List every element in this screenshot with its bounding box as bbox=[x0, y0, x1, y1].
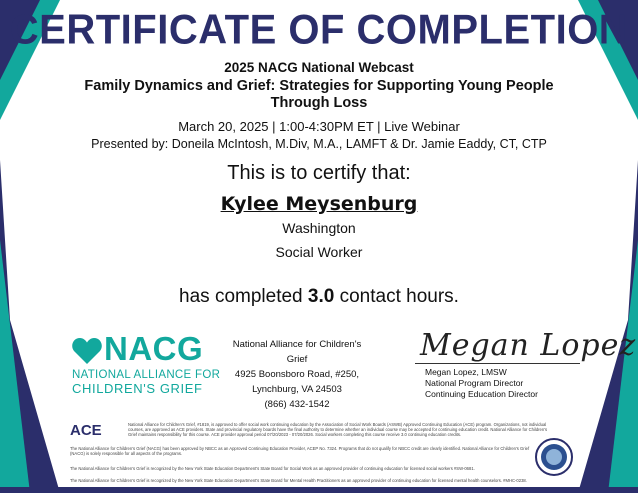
ace-approval-text: National Alliance for Children's Grief, #1819, is approved to offer social work continuing education by the Association of Social Work Boards (ASWB) Approved Continuing Education (ACE) program. Organizations, not individual courses, are approved as ACE providers. State and provincial regulatory boards have the final authority to determine whether an individual course may be accepted for continuing education credit. National Alliance for Children's Grief maintains responsibility for this course. ACE provider approval period 07/20/2023 - 07/20/2026. Social workers completing this course receive 3.0 continuing education credits. bbox=[128, 422, 548, 438]
completion-suffix: contact hours. bbox=[334, 286, 459, 307]
certificate-title: CERTIFICATE OF COMPLETION bbox=[9, 6, 629, 54]
logo-line-1: NATIONAL ALLIANCE FOR bbox=[72, 369, 221, 381]
signer-title-1: National Program Director bbox=[425, 378, 524, 388]
signature-script: Megan Lopez bbox=[420, 328, 637, 363]
course-title: Family Dynamics and Grief: Strategies for Supporting Young People Through Loss bbox=[84, 78, 554, 111]
ace-logo bbox=[70, 422, 102, 440]
recipient-name: Kylee Meysenburg bbox=[220, 193, 418, 215]
completion-prefix: has completed bbox=[179, 286, 308, 307]
signature-line bbox=[415, 363, 580, 364]
webcast-name: 2025 NACG National Webcast bbox=[224, 60, 414, 75]
signer-title-2: Continuing Education Director bbox=[425, 389, 538, 399]
completion-statement bbox=[0, 286, 638, 308]
certify-statement: This is to certify that: bbox=[227, 162, 411, 184]
signer-name: Megan Lopez, LMSW bbox=[425, 367, 507, 377]
presenters: Presented by: Doneila McIntosh, M.Div, M.A., LAMFT & Dr. Jamie Eaddy, CT, CTP bbox=[91, 137, 547, 151]
ace-logo-text: ACE bbox=[70, 422, 102, 439]
address-phone: (866) 432-1542 bbox=[264, 399, 330, 410]
nbcc-seal-icon bbox=[535, 438, 573, 476]
address-city: Lynchburg, VA 24503 bbox=[252, 384, 342, 395]
ny-social-work-text: The National Alliance for Children's Grief is recognized by the New York State Education Department's State Board for Social Work as an approved provider of continuing education for licensed social workers #SW-0681. bbox=[70, 466, 475, 471]
signer-info bbox=[425, 367, 538, 400]
bottom-bar bbox=[0, 487, 638, 493]
logo-line-2: CHILDREN'S GRIEF bbox=[72, 381, 203, 396]
address-org: National Alliance for Children's Grief bbox=[232, 339, 362, 365]
contact-hours: 3.0 bbox=[307, 286, 335, 307]
organization-address bbox=[222, 337, 372, 412]
recipient-state: Washington bbox=[282, 220, 356, 236]
address-street: 4925 Boonsboro Road, #250, bbox=[234, 369, 360, 380]
recipient-profession: Social Worker bbox=[275, 244, 363, 260]
event-date: March 20, 2025 | 1:00-4:30PM ET | Live Webinar bbox=[178, 119, 460, 134]
ny-mental-health-text: The National Alliance for Children's Grief is recognized by the New York State Education Department's State Board for Mental Health Practitioners as an approved provider of continuing education for licensed mental health counselors. #MHC-0238. bbox=[70, 478, 527, 483]
nbcc-approval-text: The National Alliance for Children's Grief (NACG) has been approved by NBCC as an Approved Continuing Education Provider, ACEP No. 7324. Programs that do not qualify for NBCC credit are clearly identified. National Alliance for Children's Grief (NACG) is solely responsible for all aspects of the programs. bbox=[70, 446, 530, 457]
heart-icon bbox=[72, 337, 102, 364]
nacg-logo-subtitle bbox=[72, 369, 220, 395]
nacg-logo-text: NACG bbox=[104, 330, 204, 367]
